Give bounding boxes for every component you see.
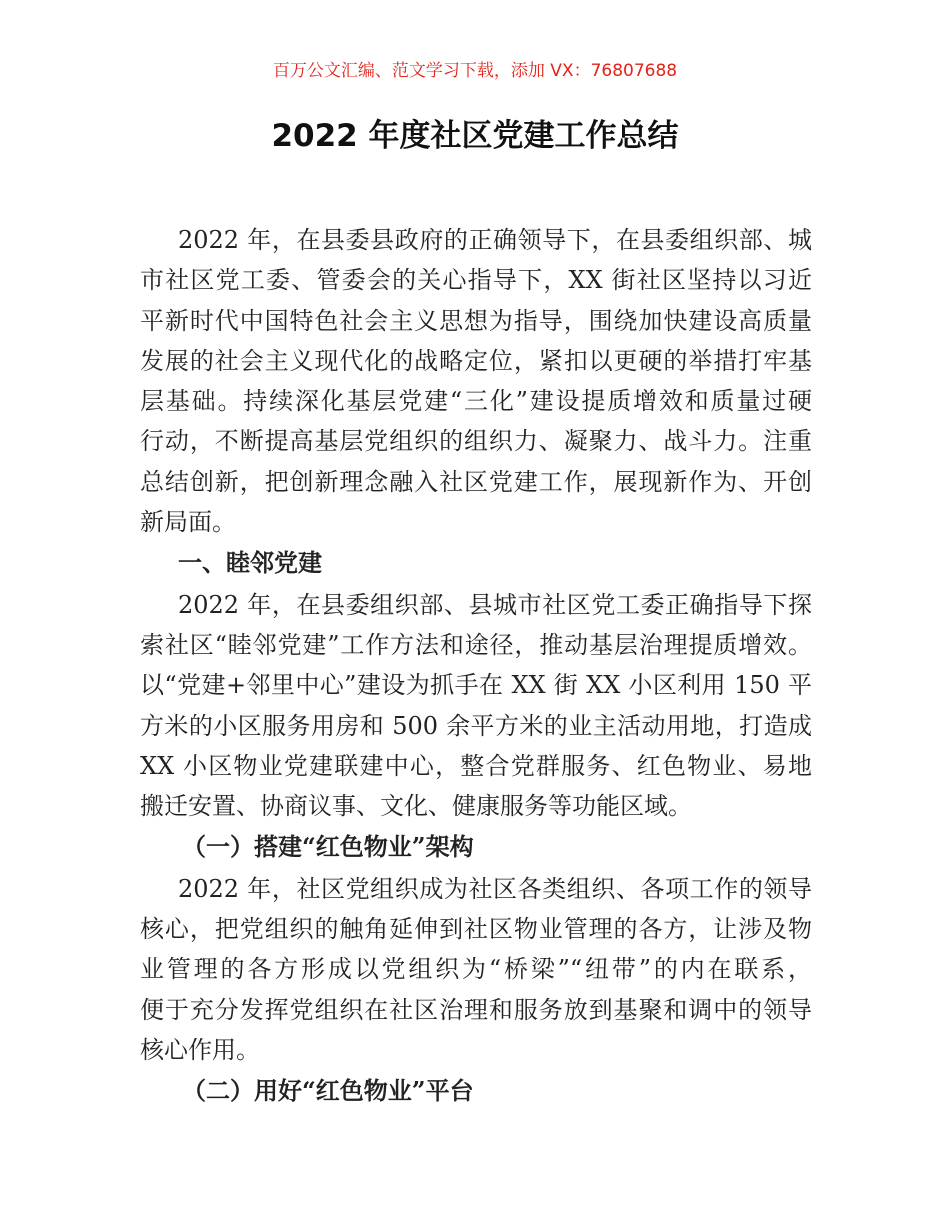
- paragraph-line: 新局面。: [140, 508, 236, 537]
- paragraph-line: 平新时代中国特色社会主义思想为指导，围绕加快建设高质量: [140, 306, 812, 335]
- paragraph-line: XX 小区物业党建联建中心，整合党群服务、红色物业、易地: [140, 751, 812, 780]
- paragraph-line: 2022 年，在县委县政府的正确领导下，在县委组织部、城: [178, 226, 812, 254]
- paragraph: [140, 585, 812, 827]
- document-title: 2022 年度社区党建工作总结: [271, 118, 679, 154]
- paragraph-line: 业管理的各方形成以党组织为“桥梁”“纽带”的内在联系，: [140, 955, 812, 984]
- paragraph: [140, 220, 812, 542]
- paragraph-line: 2022 年，社区党组织成为社区各类组织、各项工作的领导: [178, 874, 812, 903]
- paragraph-line: 便于充分发挥党组织在社区治理和服务放到基聚和调中的领导: [140, 995, 812, 1024]
- document-body: [140, 220, 812, 1113]
- paragraph-line: 2022 年，在县委组织部、县城市社区党工委正确指导下探: [178, 590, 812, 619]
- paragraph-line: 核心，把党组织的触角延伸到社区物业管理的各方，让涉及物: [140, 915, 812, 944]
- paragraph-line: 索社区“睦邻党建”工作方法和途径，推动基层治理提质增效。: [140, 630, 812, 659]
- paragraph: [140, 869, 812, 1070]
- paragraph-line: 总结创新，把创新理念融入社区党建工作，展现新作为、开创: [140, 467, 812, 496]
- paragraph-line: 发展的社会主义现代化的战略定位，紧扣以更硬的举措打牢基: [140, 346, 812, 375]
- paragraph-line: 以“党建+邻里中心”建设为抓手在 XX 街 XX 小区利用 150 平: [140, 671, 812, 700]
- paragraph-line: 层基础。持续深化基层党建“三化”建设提质增效和质量过硬: [140, 387, 812, 416]
- paragraph-line: 方米的小区服务用房和 500 余平方米的业主活动用地，打造成: [140, 711, 812, 740]
- section-heading: 一、睦邻党建: [178, 548, 322, 578]
- paragraph-line: 搬迁安置、协商议事、文化、健康服务等功能区域。: [140, 792, 692, 821]
- subsection-heading: （二）用好“红色物业”平台: [182, 1076, 474, 1106]
- paragraph-line: 核心作用。: [140, 1035, 260, 1064]
- download-banner: 百万公文汇编、范文学习下载，添加 VX：76807688: [272, 61, 678, 81]
- paragraph-line: 行动，不断提高基层党组织的组织力、凝聚力、战斗力。注重: [140, 427, 812, 456]
- subsection-heading: （一）搭建“红色物业”架构: [182, 832, 474, 862]
- paragraph-line: 市社区党工委、管委会的关心指导下，XX 街社区坚持以习近: [140, 266, 812, 295]
